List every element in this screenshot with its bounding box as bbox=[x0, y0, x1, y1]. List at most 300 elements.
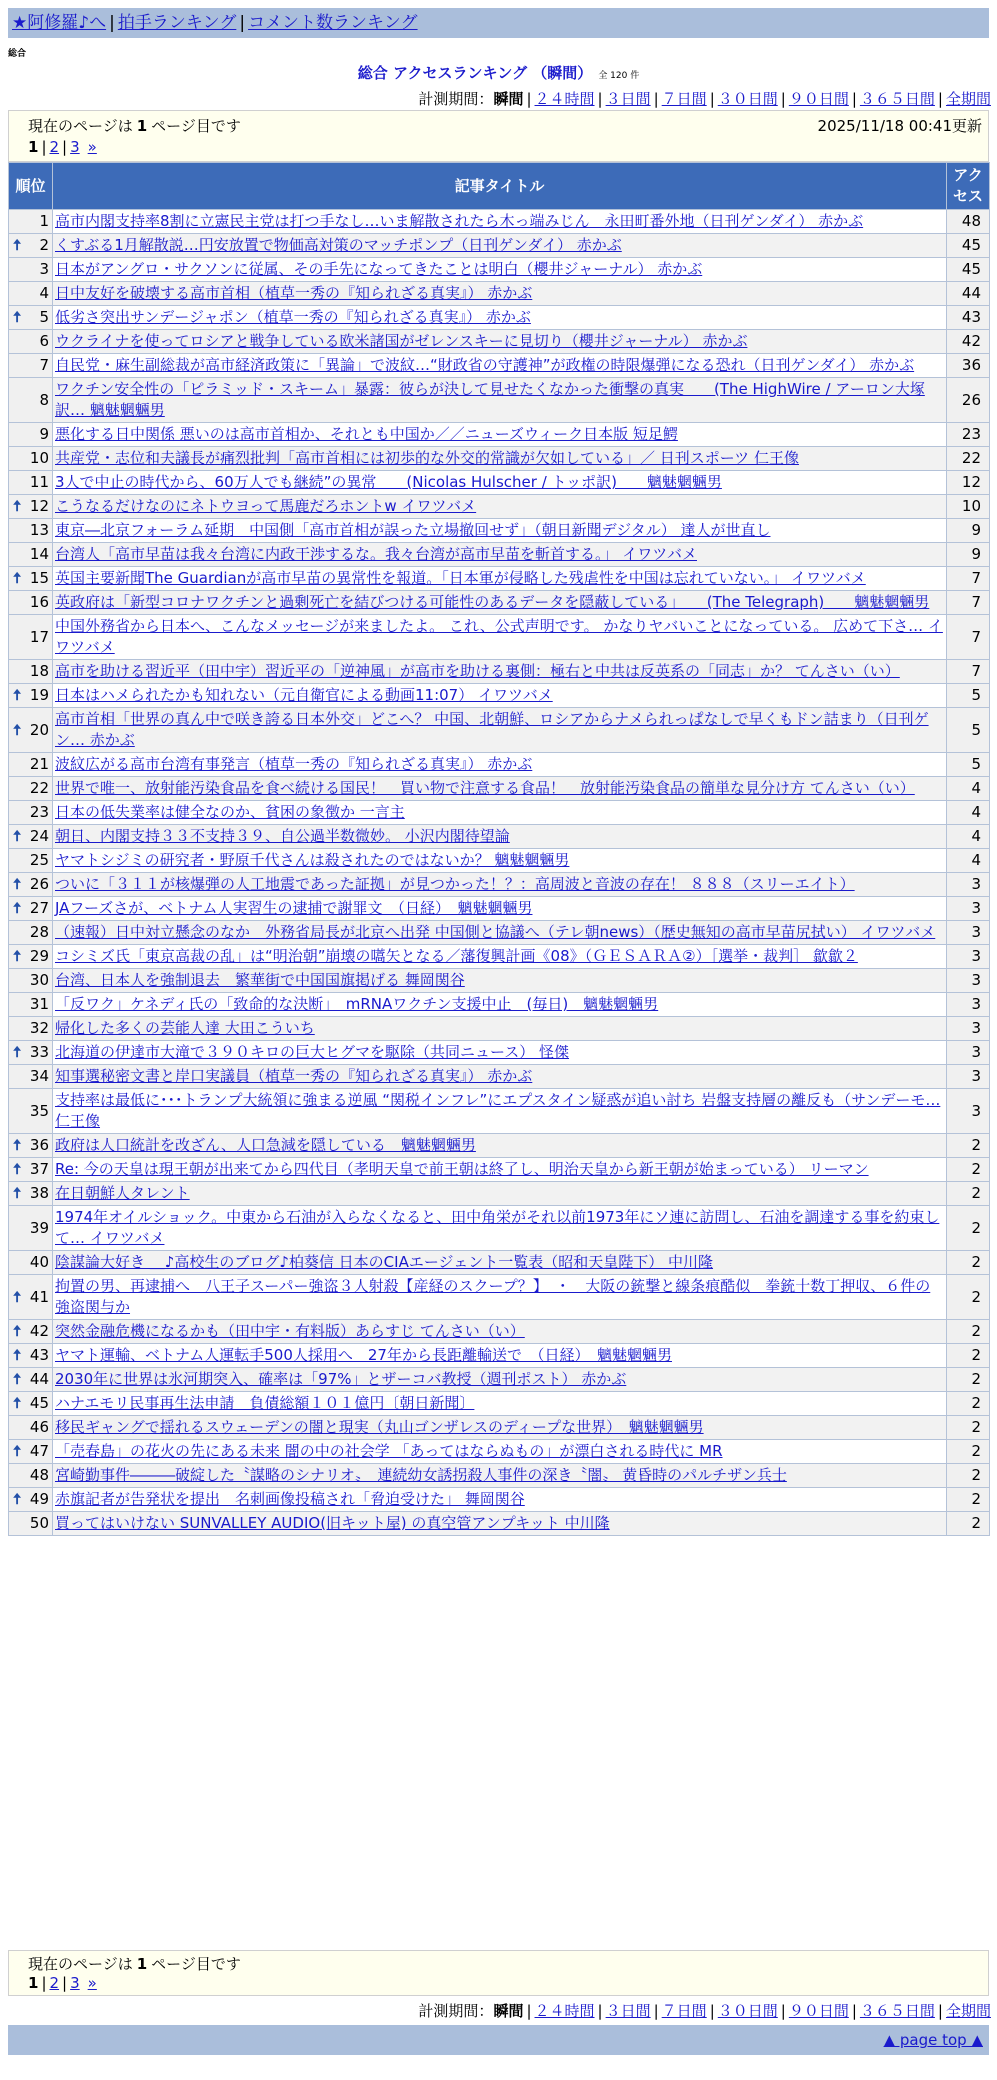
table-row bbox=[9, 1344, 990, 1368]
period-option-6[interactable]: 全期間 bbox=[945, 90, 991, 108]
title-cell bbox=[53, 777, 947, 801]
access-count: 2 bbox=[947, 1440, 990, 1464]
period-option-4[interactable]: ９０日間 bbox=[788, 90, 849, 108]
up-arrow-icon: 🠅 bbox=[13, 1490, 22, 1508]
article-link[interactable]: 世界で唯一、放射能汚染食品を食べ続ける国民！ 買い物で注意する食品！ 放射能汚染食品の簡単な見分け方 てんさい（い） bbox=[55, 779, 915, 797]
ranking-rows bbox=[9, 210, 990, 1536]
title-cell bbox=[53, 378, 947, 423]
title-cell bbox=[53, 684, 947, 708]
article-link[interactable]: 台湾、日本人を強制退去 繁華街で中国国旗掲げる 舞岡関谷 bbox=[55, 971, 465, 989]
rank-number: 21 bbox=[29, 755, 49, 773]
rank-number: 17 bbox=[29, 627, 49, 646]
period-separator: | bbox=[851, 90, 857, 108]
rank-cell bbox=[9, 1017, 53, 1041]
rank-cell bbox=[9, 282, 53, 306]
article-link[interactable]: 高市首相「世界の真ん中で咲き誇る日本外交」どこへ？ 中国、北朝鮮、ロシアからナメられっぱなしで早くもドン詰まり（日刊ゲン… 赤かぶ bbox=[55, 710, 929, 749]
article-link[interactable]: 在日朝鮮人タレント bbox=[55, 1184, 190, 1202]
title-cell bbox=[53, 1464, 947, 1488]
rank-number: 50 bbox=[29, 1514, 49, 1532]
rank-number: 8 bbox=[39, 390, 49, 409]
up-arrow-icon: 🠅 bbox=[13, 1370, 22, 1388]
table-row bbox=[9, 591, 990, 615]
access-count: 9 bbox=[947, 543, 990, 567]
period-separator: | bbox=[709, 2002, 715, 2020]
article-link[interactable]: 共産党・志位和夫議長が痛烈批判「高市首相には初歩的な外交的常識が欠如している」／ 日刊スポーツ 仁王像 bbox=[55, 449, 799, 467]
rank-number: 44 bbox=[29, 1370, 49, 1388]
access-count: 2 bbox=[947, 1182, 990, 1206]
title-cell bbox=[53, 1089, 947, 1134]
table-row bbox=[9, 543, 990, 567]
rank-number: 25 bbox=[29, 851, 49, 869]
rank-cell bbox=[9, 1440, 53, 1464]
page-info-text: 現在のページは 1 ページ目です bbox=[28, 117, 241, 135]
rank-number: 38 bbox=[29, 1184, 49, 1202]
title-cell bbox=[53, 543, 947, 567]
table-row bbox=[9, 1512, 990, 1536]
article-link[interactable]: 高市内閣支持率8割に立憲民主党は打つ手なし…いま解散されたら木っ端みじん 永田町番外地（日刊ゲンダイ） 赤かぶ bbox=[55, 212, 864, 230]
header-rank: 順位 bbox=[9, 163, 53, 210]
rank-number: 20 bbox=[29, 720, 49, 739]
table-row bbox=[9, 1041, 990, 1065]
table-row bbox=[9, 1392, 990, 1416]
article-link[interactable]: 宮崎勤事件―――破綻した〝謀略のシナリオ〟 連続幼女誘拐殺人事件の深き〝闇〟 黄昏時のパルチザン兵士 bbox=[55, 1466, 787, 1484]
page-info-top bbox=[8, 110, 989, 162]
period-label: 計測期間： bbox=[418, 2002, 494, 2020]
access-count: 2 bbox=[947, 1158, 990, 1182]
article-link[interactable]: 朝日、内閣支持３３不支持３９、自公過半数微妙。 小沢内閣待望論 bbox=[55, 827, 510, 845]
article-link[interactable]: 中国外務省から日本へ、こんなメッセージが来ましたよ。 これ、公式声明です。 かなりヤバいことになっている。 広めて下さ… イワツバメ bbox=[55, 617, 943, 656]
article-link[interactable]: 英国主要新聞The Guardianが高市早苗の異常性を報道。「日本軍が侵略した残虐性を中国は忘れていない。」 イワツバメ bbox=[55, 569, 866, 587]
rank-number: 11 bbox=[29, 473, 49, 491]
rank-cell bbox=[9, 615, 53, 660]
access-count: 23 bbox=[947, 423, 990, 447]
title-cell bbox=[53, 969, 947, 993]
title-cell bbox=[53, 495, 947, 519]
access-count: 7 bbox=[947, 591, 990, 615]
title-cell bbox=[53, 825, 947, 849]
access-count: 4 bbox=[947, 801, 990, 825]
article-link[interactable]: 日中友好を破壊する高市首相（植草一秀の『知られざる真実』） 赤かぶ bbox=[55, 284, 533, 302]
rank-number: 46 bbox=[29, 1418, 49, 1436]
period-option-0[interactable]: ２４時間 bbox=[534, 2002, 595, 2020]
access-count: 12 bbox=[947, 471, 990, 495]
rank-number: 33 bbox=[29, 1043, 49, 1061]
rank-number: 1 bbox=[39, 212, 49, 230]
rank-number: 49 bbox=[29, 1490, 49, 1508]
article-link[interactable]: くすぶる1月解散説…円安放置で物価高対策のマッチポンプ（日刊ゲンダイ） 赤かぶ bbox=[55, 236, 622, 254]
access-count: 36 bbox=[947, 354, 990, 378]
title-cell bbox=[53, 873, 947, 897]
page-info-bottom bbox=[8, 1950, 989, 1996]
pagination bbox=[28, 1974, 97, 1992]
access-count: 2 bbox=[947, 1275, 990, 1320]
period-separator: | bbox=[937, 90, 943, 108]
up-arrow-icon: 🠅 bbox=[13, 1136, 22, 1154]
rank-cell bbox=[9, 684, 53, 708]
article-link[interactable]: 知事選秘密文書と岸口実議員（植草一秀の『知られざる真実』） 赤かぶ bbox=[55, 1067, 533, 1085]
article-link[interactable]: 北海道の伊達市大滝で３９０キロの巨大ヒグマを駆除（共同ニュース） 怪傑 bbox=[55, 1043, 570, 1061]
rank-number: 22 bbox=[29, 779, 49, 797]
updated-timestamp: 2025/11/18 00:41更新 bbox=[817, 117, 982, 135]
pager-separator: | bbox=[41, 138, 47, 156]
rank-cell bbox=[9, 1512, 53, 1536]
current-page: 1 bbox=[28, 138, 39, 156]
title-cell bbox=[53, 1206, 947, 1251]
access-count: 2 bbox=[947, 1251, 990, 1275]
table-row bbox=[9, 1089, 990, 1134]
table-row bbox=[9, 495, 990, 519]
rank-cell bbox=[9, 921, 53, 945]
access-count: 3 bbox=[947, 969, 990, 993]
title-cell bbox=[53, 447, 947, 471]
title-cell bbox=[53, 945, 947, 969]
up-arrow-icon: 🠅 bbox=[13, 1442, 22, 1460]
article-link[interactable]: 2030年に世界は氷河期突入、確率は「97%」とザーコバ教授（週刊ポスト） 赤かぶ bbox=[55, 1370, 627, 1388]
ranking-title-text: 総合 アクセスランキング （瞬間） bbox=[357, 64, 593, 82]
up-arrow-icon: 🠅 bbox=[13, 947, 22, 965]
article-link[interactable]: 突然金融危機になるかも（田中宇・有料版）あらすじ てんさい（い） bbox=[55, 1322, 525, 1340]
nav-link-clap-ranking[interactable]: 拍手ランキング bbox=[117, 13, 237, 33]
access-count: 4 bbox=[947, 777, 990, 801]
table-row bbox=[9, 282, 990, 306]
period-separator: | bbox=[597, 90, 603, 108]
title-cell bbox=[53, 423, 947, 447]
next-page-link[interactable]: » bbox=[87, 138, 97, 156]
ranking-title bbox=[0, 62, 997, 83]
article-link[interactable]: 支持率は最低に･･･トランプ大統領に強まる逆風 “関税インフレ”にエプスタイン疑惑が追い討ち 岩盤支持層の離反も（サンデーモ… 仁王像 bbox=[55, 1091, 941, 1130]
article-link[interactable]: 政府は人口統計を改ざん、人口急減を隠している 魑魅魍魎男 bbox=[55, 1136, 476, 1154]
up-arrow-icon: 🠅 bbox=[13, 497, 22, 515]
access-count: 7 bbox=[947, 660, 990, 684]
nav-separator: | bbox=[239, 13, 246, 33]
period-option-5[interactable]: ３６５日間 bbox=[859, 90, 935, 108]
access-count: 3 bbox=[947, 897, 990, 921]
title-cell bbox=[53, 1251, 947, 1275]
article-link[interactable]: 日本がアングロ・サクソンに従属、その手先になってきたことは明白（櫻井ジャーナル） 赤かぶ bbox=[55, 260, 703, 278]
period-option-4[interactable]: ９０日間 bbox=[788, 2002, 849, 2020]
up-arrow-icon: 🠅 bbox=[13, 569, 22, 587]
title-cell bbox=[53, 1320, 947, 1344]
rank-number: 31 bbox=[29, 995, 49, 1013]
nav-link-home[interactable]: ★阿修羅♪へ bbox=[12, 13, 107, 33]
title-cell bbox=[53, 1488, 947, 1512]
access-count: 3 bbox=[947, 1017, 990, 1041]
access-count: 5 bbox=[947, 708, 990, 753]
title-cell bbox=[53, 519, 947, 543]
period-current: 瞬間 bbox=[493, 90, 524, 108]
pager-separator: | bbox=[62, 1974, 68, 1992]
rank-number: 14 bbox=[29, 545, 49, 563]
article-link[interactable]: JAフーズさが、ベトナム人実習生の逮捕で謝罪文 （日経） 魑魅魍魎男 bbox=[55, 899, 533, 917]
table-row bbox=[9, 306, 990, 330]
access-count: 5 bbox=[947, 753, 990, 777]
table-row bbox=[9, 873, 990, 897]
rank-number: 13 bbox=[29, 521, 49, 539]
article-link[interactable]: 日本はハメられたかも知れない（元自衛官による動画11:07） イワツバメ bbox=[55, 686, 553, 704]
access-count: 45 bbox=[947, 234, 990, 258]
rank-number: 7 bbox=[39, 356, 49, 374]
period-option-1[interactable]: ３日間 bbox=[605, 2002, 651, 2020]
article-link[interactable]: 「売春島」の花火の先にある未来 闇の中の社会学 「あってはならぬもの」が漂白される時代に MR bbox=[55, 1442, 723, 1460]
table-row bbox=[9, 1251, 990, 1275]
page-link-2[interactable]: 2 bbox=[49, 1974, 60, 1992]
article-link[interactable]: ウクライナを使ってロシアと戦争している欧米諸国がゼレンスキーに見切り（櫻井ジャーナル） 赤かぶ bbox=[55, 332, 748, 350]
access-count: 3 bbox=[947, 993, 990, 1017]
rank-cell bbox=[9, 1320, 53, 1344]
period-selector bbox=[418, 2000, 991, 2021]
rank-number: 6 bbox=[39, 332, 49, 350]
rank-cell bbox=[9, 873, 53, 897]
period-option-2[interactable]: ７日間 bbox=[661, 90, 707, 108]
article-link[interactable]: 英政府は「新型コロナワクチンと過剰死亡を結びつける可能性のあるデータを隠蔽している」 (The Telegraph) 魑魅魍魎男 bbox=[55, 593, 930, 611]
rank-cell bbox=[9, 1065, 53, 1089]
period-separator: | bbox=[851, 2002, 857, 2020]
rank-cell bbox=[9, 1488, 53, 1512]
access-count: 3 bbox=[947, 1089, 990, 1134]
header-title: 記事タイトル bbox=[53, 163, 947, 210]
table-row bbox=[9, 378, 990, 423]
nav-link-comment-ranking[interactable]: コメント数ランキング bbox=[248, 13, 418, 33]
title-cell bbox=[53, 849, 947, 873]
article-link[interactable]: 3人で中止の時代から、60万人でも継続”の異常 (Nicolas Hulscher / トッポ訳) 魑魅魍魎男 bbox=[55, 473, 722, 491]
article-link[interactable]: 拘置の男、再逮捕へ 八王子スーパー強盗３人射殺【産経のスクープ？】 ・ 大阪の銃撃と線条痕酷似 拳銃十数丁押収、６件の強盗関与か bbox=[55, 1277, 931, 1316]
title-cell bbox=[53, 354, 947, 378]
article-link[interactable]: ヤマト運輸、ベトナム人運転手500人採用へ 27年から長距離輸送で （日経） 魑魅魍魎男 bbox=[55, 1346, 672, 1364]
period-selector bbox=[418, 88, 991, 109]
page-link-3[interactable]: 3 bbox=[70, 138, 80, 156]
article-link[interactable]: ヤマトシジミの研究者・野原千代さんは殺されたのではないか？ 魑魅魍魎男 bbox=[55, 851, 570, 869]
table-row bbox=[9, 1440, 990, 1464]
table-row bbox=[9, 1182, 990, 1206]
rank-number: 15 bbox=[29, 569, 49, 587]
period-option-1[interactable]: ３日間 bbox=[605, 90, 651, 108]
rank-number: 45 bbox=[29, 1394, 49, 1412]
rank-number: 32 bbox=[29, 1019, 49, 1037]
title-cell bbox=[53, 1344, 947, 1368]
title-cell bbox=[53, 1512, 947, 1536]
rank-cell bbox=[9, 1392, 53, 1416]
table-row bbox=[9, 330, 990, 354]
up-arrow-icon: 🠅 bbox=[13, 1322, 22, 1340]
table-row bbox=[9, 1464, 990, 1488]
rank-number: 36 bbox=[29, 1136, 49, 1154]
article-link[interactable]: こうなるだけなのにネトウヨって馬鹿だろホントw イワツバメ bbox=[55, 497, 477, 515]
up-arrow-icon: 🠅 bbox=[13, 720, 22, 739]
up-arrow-icon: 🠅 bbox=[13, 899, 22, 917]
rank-number: 47 bbox=[29, 1442, 49, 1460]
period-option-2[interactable]: ７日間 bbox=[661, 2002, 707, 2020]
access-count: 5 bbox=[947, 684, 990, 708]
access-count: 22 bbox=[947, 447, 990, 471]
period-option-0[interactable]: ２４時間 bbox=[534, 90, 595, 108]
table-row bbox=[9, 825, 990, 849]
rank-cell bbox=[9, 210, 53, 234]
rank-number: 40 bbox=[29, 1253, 49, 1271]
title-cell bbox=[53, 210, 947, 234]
title-cell bbox=[53, 921, 947, 945]
rank-number: 35 bbox=[29, 1101, 49, 1120]
table-row bbox=[9, 993, 990, 1017]
access-count: 2 bbox=[947, 1416, 990, 1440]
article-link[interactable]: 悪化する日中関係 悪いのは高市首相か、それとも中国か／／ニューズウィーク日本版 短足鰐 bbox=[55, 425, 678, 443]
rank-cell bbox=[9, 567, 53, 591]
access-count: 44 bbox=[947, 282, 990, 306]
article-link[interactable]: ワクチン安全性の「ピラミッド・スキーム」暴露：彼らが決して見せたくなかった衝撃の真実 (The HighWire / アーロン大塚訳… 魑魅魍魎男 bbox=[55, 380, 925, 419]
page-top-link[interactable]: ▲ page top ▲ bbox=[883, 2031, 983, 2049]
table-row bbox=[9, 921, 990, 945]
table-row bbox=[9, 567, 990, 591]
access-count: 2 bbox=[947, 1464, 990, 1488]
access-count: 2 bbox=[947, 1320, 990, 1344]
rank-cell bbox=[9, 753, 53, 777]
up-arrow-icon: 🠅 bbox=[13, 686, 22, 704]
table-row bbox=[9, 1158, 990, 1182]
title-cell bbox=[53, 1041, 947, 1065]
nav-separator: | bbox=[109, 13, 115, 33]
access-count: 2 bbox=[947, 1512, 990, 1536]
table-row bbox=[9, 684, 990, 708]
rank-number: 37 bbox=[29, 1160, 49, 1178]
page-link-3[interactable]: 3 bbox=[70, 1974, 80, 1992]
access-count: 4 bbox=[947, 849, 990, 873]
rank-cell bbox=[9, 1416, 53, 1440]
page-info-text: 現在のページは 1 ページ目です bbox=[28, 1955, 241, 1973]
access-count: 43 bbox=[947, 306, 990, 330]
up-arrow-icon: 🠅 bbox=[13, 1287, 22, 1306]
access-count: 10 bbox=[947, 495, 990, 519]
rank-cell bbox=[9, 660, 53, 684]
rank-cell bbox=[9, 306, 53, 330]
next-page-link[interactable]: » bbox=[87, 1974, 97, 1992]
table-row bbox=[9, 1275, 990, 1320]
article-link[interactable]: 波紋広がる高市台湾有事発言（植草一秀の『知られざる真実』） 赤かぶ bbox=[55, 755, 533, 773]
page-link-2[interactable]: 2 bbox=[49, 138, 60, 156]
bottom-bar bbox=[8, 2025, 989, 2055]
article-link[interactable]: 移民ギャングで揺れるスウェーデンの闇と現実（丸山ゴンザレスのディープな世界） 魑魅魍魎男 bbox=[55, 1418, 704, 1436]
rank-number: 2 bbox=[39, 236, 49, 254]
access-count: 2 bbox=[947, 1206, 990, 1251]
category-label: 総合 bbox=[8, 49, 27, 59]
title-cell bbox=[53, 1416, 947, 1440]
article-link[interactable]: 「反ワク」ケネディ氏の「致命的な決断」 mRNAワクチン支援中止 (毎日) 魑魅魍魎男 bbox=[55, 995, 659, 1013]
pagination bbox=[28, 138, 97, 156]
period-option-5[interactable]: ３６５日間 bbox=[859, 2002, 935, 2020]
article-link[interactable]: 日本の低失業率は健全なのか、貧困の象徴か 一言主 bbox=[55, 803, 405, 821]
article-link[interactable]: ついに「３１１が核爆弾の人工地震であった証拠」が見つかった！？：高周波と音波の存在！ ８８８（スリーエイト） bbox=[55, 875, 855, 893]
period-separator: | bbox=[937, 2002, 943, 2020]
rank-number: 30 bbox=[29, 971, 49, 989]
access-count: 3 bbox=[947, 921, 990, 945]
title-cell bbox=[53, 1134, 947, 1158]
table-row bbox=[9, 615, 990, 660]
article-link[interactable]: 高市を助ける習近平（田中宇）習近平の「逆神風」が高市を助ける裏側：極右と中共は反英系の「同志」か？ てんさい（い） bbox=[55, 662, 900, 680]
ranking-table bbox=[8, 162, 990, 1536]
article-link[interactable]: 低劣さ突出サンデージャポン（植草一秀の『知られざる真実』） 赤かぶ bbox=[55, 308, 531, 326]
title-cell bbox=[53, 591, 947, 615]
article-link[interactable]: 自民党・麻生副総裁が高市経済政策に「異論」で波紋…“財政省の守護神”が政権の時限爆弾になる恐れ（日刊ゲンダイ） 赤かぶ bbox=[55, 356, 915, 374]
title-cell bbox=[53, 330, 947, 354]
rank-cell bbox=[9, 1089, 53, 1134]
rank-cell bbox=[9, 378, 53, 423]
rank-cell bbox=[9, 1344, 53, 1368]
table-row bbox=[9, 801, 990, 825]
rank-cell bbox=[9, 1251, 53, 1275]
article-link[interactable]: 買ってはいけない SUNVALLEY AUDIO(旧キット屋) の真空管アンプキット 中川隆 bbox=[55, 1514, 610, 1532]
rank-cell bbox=[9, 495, 53, 519]
title-cell bbox=[53, 993, 947, 1017]
access-count: 45 bbox=[947, 258, 990, 282]
title-cell bbox=[53, 1392, 947, 1416]
period-option-6[interactable]: 全期間 bbox=[945, 2002, 991, 2020]
table-row bbox=[9, 1416, 990, 1440]
rank-cell bbox=[9, 1206, 53, 1251]
title-cell bbox=[53, 1368, 947, 1392]
period-separator: | bbox=[709, 90, 715, 108]
period-separator: | bbox=[780, 2002, 786, 2020]
up-arrow-icon: 🠅 bbox=[13, 827, 22, 845]
rank-cell bbox=[9, 993, 53, 1017]
period-separator: | bbox=[653, 2002, 659, 2020]
rank-number: 27 bbox=[29, 899, 49, 917]
table-row bbox=[9, 945, 990, 969]
access-count: 3 bbox=[947, 873, 990, 897]
total-count: 全 120 件 bbox=[598, 71, 640, 81]
title-cell bbox=[53, 1158, 947, 1182]
period-option-3[interactable]: ３０日間 bbox=[717, 2002, 778, 2020]
table-row bbox=[9, 1134, 990, 1158]
article-link[interactable]: （速報）日中対立懸念のなか 外務省局長が北京へ出発 中国側と協議へ（テレ朝news）（歴史無知の高市早苗尻拭い） イワツバメ bbox=[55, 923, 936, 941]
rank-number: 9 bbox=[39, 425, 49, 443]
rank-number: 39 bbox=[29, 1218, 49, 1237]
rank-number: 43 bbox=[29, 1346, 49, 1364]
rank-cell bbox=[9, 354, 53, 378]
rank-number: 41 bbox=[29, 1287, 49, 1306]
article-link[interactable]: 1974年オイルショック。中東から石油が入らなくなると、田中角栄がそれ以前1973年にソ連に訪問し、石油を調達する事を約束して… イワツバメ bbox=[55, 1208, 940, 1247]
header-access: アクセス bbox=[947, 163, 990, 210]
up-arrow-icon: 🠅 bbox=[13, 308, 22, 326]
table-row bbox=[9, 1320, 990, 1344]
article-link[interactable]: ハナエモリ民事再生法申請 負債総額１０１億円〔朝日新聞〕 bbox=[55, 1394, 475, 1412]
article-link[interactable]: 東京―北京フォーラム延期 中国側「高市首相が誤った立場撤回せず」（朝日新聞デジタル） 達人が世直し bbox=[55, 521, 771, 539]
title-cell bbox=[53, 615, 947, 660]
title-cell bbox=[53, 306, 947, 330]
article-link[interactable]: 陰謀論大好き ＿♪高校生のブログ♪柏葵信 日本のCIAエージェント一覧表（昭和天皇陛下） 中川隆 bbox=[55, 1253, 714, 1271]
period-label: 計測期間： bbox=[418, 90, 494, 108]
table-header-row bbox=[9, 163, 990, 210]
article-link[interactable]: 赤旗記者が告発状を提出 名刺画像投稿され「脅迫受けた」 舞岡関谷 bbox=[55, 1490, 525, 1508]
rank-number: 28 bbox=[29, 923, 49, 941]
rank-number: 18 bbox=[29, 662, 49, 680]
up-arrow-icon: 🠅 bbox=[13, 1394, 22, 1412]
rank-cell bbox=[9, 330, 53, 354]
rank-number: 42 bbox=[29, 1322, 49, 1340]
rank-number: 4 bbox=[39, 284, 49, 302]
title-cell bbox=[53, 708, 947, 753]
title-cell bbox=[53, 258, 947, 282]
article-link[interactable]: コシミズ氏「東京高裁の乱」は“明治朝”崩壊の嚆矢となる／藩復興計画《08》（ＧＥＳＡＲＡ②）［選挙・裁判］ 歙歙２ bbox=[55, 947, 858, 965]
access-count: 4 bbox=[947, 825, 990, 849]
period-option-3[interactable]: ３０日間 bbox=[717, 90, 778, 108]
rank-number: 3 bbox=[39, 260, 49, 278]
article-link[interactable]: Re: 今の天皇は現王朝が出来てから四代目（孝明天皇で前王朝は終了し、明治天皇から新王朝が始まっている） リーマン bbox=[55, 1160, 869, 1178]
period-separator: | bbox=[653, 90, 659, 108]
up-arrow-icon: 🠅 bbox=[13, 1184, 22, 1202]
rank-cell bbox=[9, 945, 53, 969]
rank-number: 48 bbox=[29, 1466, 49, 1484]
article-link[interactable]: 台湾人「高市早苗は我々台湾に内政干渉するな。我々台湾が高市早苗を斬首する。」 イワツバメ bbox=[55, 545, 697, 563]
article-link[interactable]: 帰化した多くの芸能人達 大田こういち bbox=[55, 1019, 315, 1037]
table-row bbox=[9, 447, 990, 471]
